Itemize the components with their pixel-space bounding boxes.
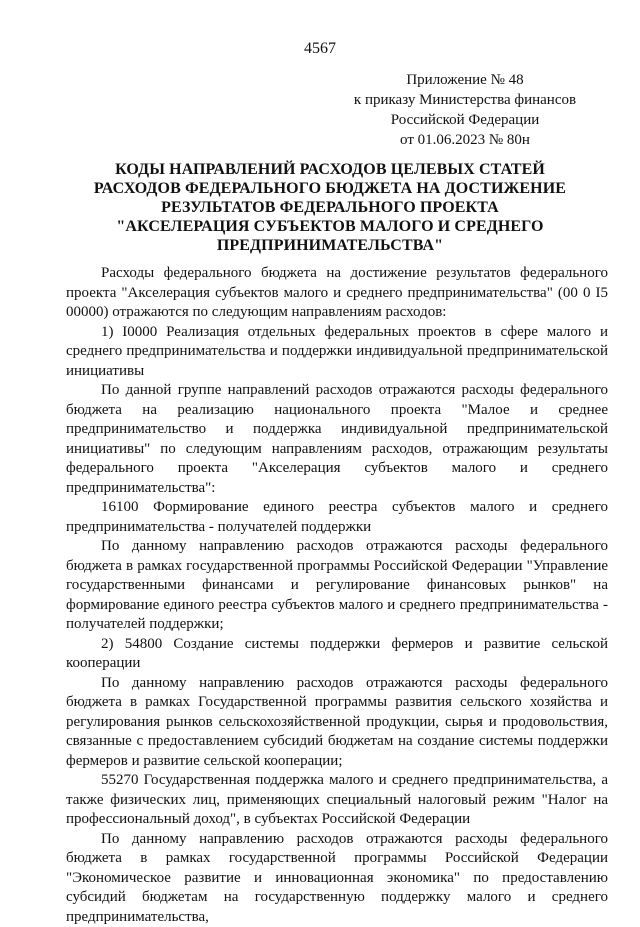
appendix-line: Российской Федерации	[338, 110, 592, 130]
body-paragraph: 1) I0000 Реализация отдельных федеральных проектов в сфере малого и среднего предпринимательства и поддержки индивидуальной предпринимательской инициативы	[66, 323, 608, 382]
appendix-line: Приложение № 48	[338, 70, 592, 90]
body-paragraph: По данному направлению расходов отражаются расходы федерального бюджета в рамках государственной программы Российской Федерации "Экономическое развитие и инновационная экономика" по предоставлению субсидий бюджетам на государственную поддержку малого и среднего предпринимательства,	[66, 830, 608, 927]
document-body	[66, 264, 608, 927]
title-line: ПРЕДПРИНИМАТЕЛЬСТВА"	[70, 236, 590, 255]
body-paragraph: 55270 Государственная поддержка малого и среднего предпринимательства, а также физических лиц, применяющих специальный налоговый режим "Налог на профессиональный доход", в субъектах Российской Федерации	[66, 771, 608, 830]
body-paragraph: 16100 Формирование единого реестра субъектов малого и среднего предпринимательства - получателей поддержки	[66, 498, 608, 537]
title-line: РАСХОДОВ ФЕДЕРАЛЬНОГО БЮДЖЕТА НА ДОСТИЖЕНИЕ	[70, 179, 590, 198]
appendix-line: от 01.06.2023 № 80н	[338, 130, 592, 150]
title-line: КОДЫ НАПРАВЛЕНИЙ РАСХОДОВ ЦЕЛЕВЫХ СТАТЕЙ	[70, 160, 590, 179]
appendix-block	[338, 70, 592, 150]
body-paragraph: По данному направлению расходов отражаются расходы федерального бюджета в рамках государственной программы Российской Федерации "Управление государственными финансами и регулирование финансовых рынков" на формирование единого реестра субъектов малого и среднего предпринимательства - получателей поддержки;	[66, 537, 608, 635]
appendix-line: к приказу Министерства финансов	[338, 90, 592, 110]
body-paragraph: По данному направлению расходов отражаются расходы федерального бюджета в рамках Государственной программы развития сельского хозяйства и регулирования рынков сельскохозяйственной продукции, сырья и продовольствия, связанные с предоставлением субсидий бюджетам на создание системы поддержки фермеров и развитие сельской кооперации;	[66, 674, 608, 772]
title-line: "АКСЕЛЕРАЦИЯ СУБЪЕКТОВ МАЛОГО И СРЕДНЕГО	[70, 217, 590, 236]
page-number: 4567	[0, 40, 640, 58]
title-line: РЕЗУЛЬТАТОВ ФЕДЕРАЛЬНОГО ПРОЕКТА	[70, 198, 590, 217]
body-paragraph: По данной группе направлений расходов отражаются расходы федерального бюджета на реализацию национального проекта "Малое и среднее предпринимательство и поддержка индивидуальной предпринимательской инициативы" по следующим направлениям расходов, отражающим результаты федерального проекта "Акселерация субъектов малого и среднего предпринимательства":	[66, 381, 608, 498]
body-paragraph: 2) 54800 Создание системы поддержки фермеров и развитие сельской кооперации	[66, 635, 608, 674]
document-title	[70, 160, 590, 255]
body-paragraph: Расходы федерального бюджета на достижение результатов федерального проекта "Акселерация субъектов малого и среднего предпринимательства" (00 0 I5 00000) отражаются по следующим направлениям расходов:	[66, 264, 608, 323]
